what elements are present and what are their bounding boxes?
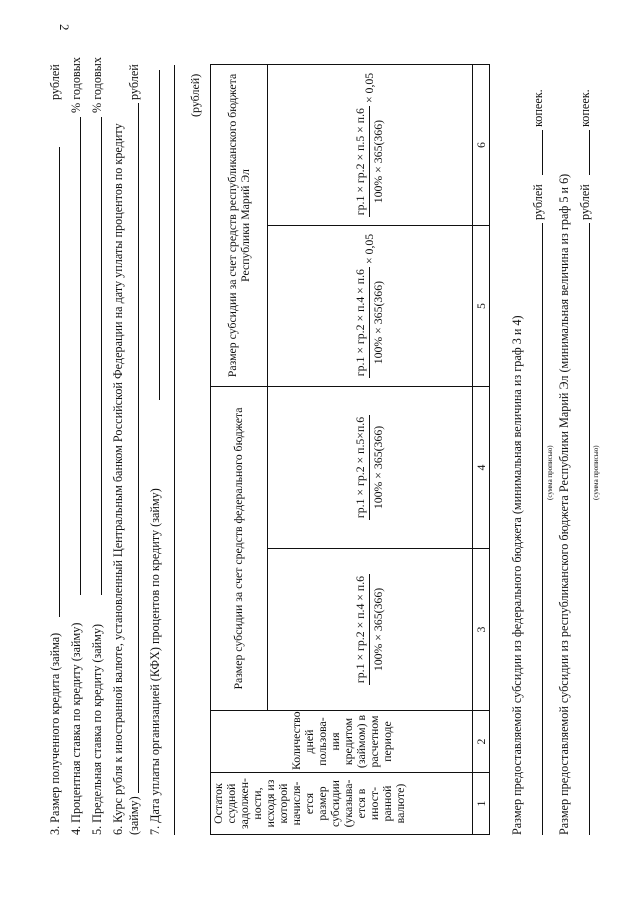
blank-line [531,223,543,835]
field-exchange-rate-cont [127,65,141,835]
summary-republic-hint: (сумма прописью) [592,445,600,500]
republic-header: Размер субсидии за счет средств республиканского бюджета Республики Марий Эл [211,65,268,387]
subsidy-table [210,64,490,835]
field-label: 4. Процентная ставка по кредиту (займу) [69,622,83,835]
col-number: 6 [473,65,490,226]
col-number: 1 [473,773,490,835]
field-suffix: % годовых [69,57,83,113]
blank-line [578,130,590,175]
formula-denominator: 100% × 365(366) [371,587,386,672]
formula-numerator: гр.1 × гр.2 × п.5 × п.6 [354,106,370,217]
rub-label: рублей [578,184,592,220]
col-number: 2 [473,711,490,773]
rub-label: рублей [531,184,545,220]
blank-line [531,130,543,175]
blank-line [578,223,590,835]
kop-label: копеек. [531,89,545,127]
formula-denominator: 100% × 365(366) [371,119,386,204]
field-label: 3. Размер полученного кредита (займа) [48,632,62,835]
summary-federal-hint: (сумма прописью) [546,445,554,500]
field-loan-amount [48,633,62,835]
field-limit-rate [90,57,104,835]
formula-denominator: 100% × 365(366) [371,280,386,365]
divider [174,65,175,835]
field-suffix: рублей [48,64,62,100]
blank-line [148,70,160,400]
col2-header: Количество дней пользова-ния кредитом (займом) в расчетном периоде [211,711,473,773]
col-number: 4 [473,387,490,549]
field-label: 5. Предельная ставка по кредиту (займу) [90,623,104,835]
formula-denominator: 100% × 365(366) [371,425,386,510]
formula-multiplier: × 0,05 [362,72,377,104]
field-label: 6. Курс рубля к иностранной валюте, установленный Центральным банком Российской Федерации на дату уплаты процентов по кредиту [111,123,125,835]
col-number: 3 [473,549,490,711]
page-number: 2 [57,24,72,31]
formula-col6 [267,65,473,226]
blank-line [48,147,60,617]
unit-note: (рублей) [188,73,202,117]
rotated-form-sheet [40,45,600,845]
formula-col4 [267,387,473,549]
field-suffix: рублей [127,64,141,100]
blank-line [69,117,81,595]
blank-line [90,117,102,595]
kop-label: копеек. [578,89,592,127]
col1-header: Остаток ссудной задолжен-ности, исходя из которой начисля-ется размер субсидии (указыва-ется в иност-ранной валюте) [211,773,473,835]
field-exchange-rate [111,123,125,835]
formula-numerator: гр.1 × гр.2 × п.4 × п.6 [354,574,370,685]
formula-col5 [267,226,473,387]
formula-numerator: гр.1 × гр.2 × п.4 × п.6 [354,267,370,378]
field-suffix: % годовых [90,57,104,113]
field-interest-rate [69,57,83,835]
formula-multiplier: × 0,05 [362,233,377,265]
field-payment-date [148,65,162,835]
formula-numerator: гр.1 × гр.2 × п.5×п.6 [354,415,370,520]
federal-header: Размер субсидии за счет средств федерального бюджета [211,387,268,711]
blank-line [127,103,139,793]
formula-col3 [267,549,473,711]
field-label: 7. Дата уплаты организацией (КФХ) процентов по кредиту (займу) [148,488,162,835]
field-label-cont: (займу) [127,796,141,835]
col-number: 5 [473,226,490,387]
summary-federal-label: Размер предоставляемой субсидии из федерального бюджета (минимальная величина из граф 3 и 4) [510,315,524,835]
summary-republic-label: Размер предоставляемой субсидии из республиканского бюджета Республики Марий Эл (минимальная величина из граф 5 и 6) [557,173,571,835]
